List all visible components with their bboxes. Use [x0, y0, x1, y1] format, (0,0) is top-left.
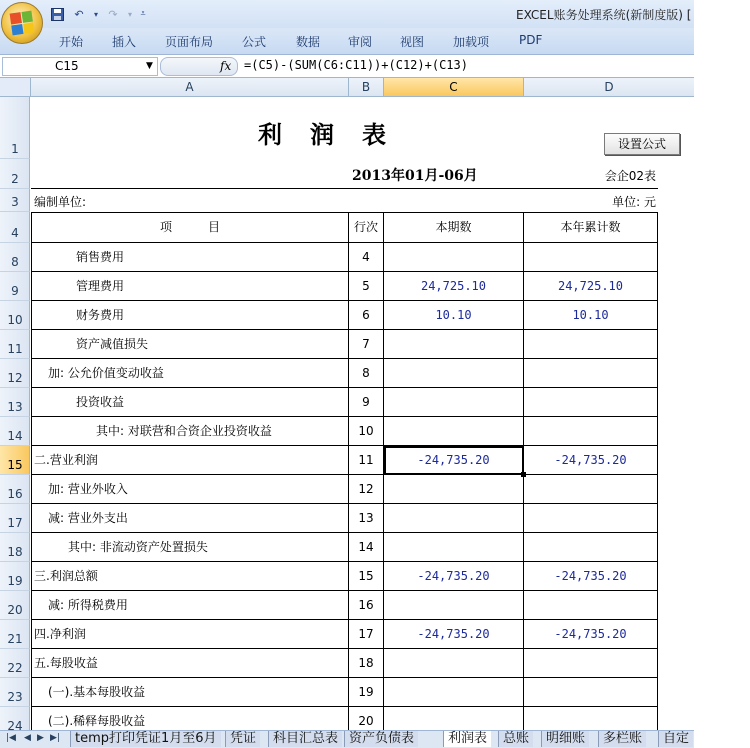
year-to-date-cell[interactable] — [524, 359, 658, 388]
dropdown-arrow-icon[interactable]: ▾ — [93, 9, 98, 19]
year-to-date-cell[interactable] — [524, 330, 658, 359]
line-no-cell[interactable] — [349, 272, 384, 301]
form-code: 会企02表 — [604, 169, 656, 183]
insert-function-area[interactable] — [160, 57, 238, 76]
blank-cell[interactable] — [31, 159, 349, 189]
cell-value: 12 — [358, 482, 374, 496]
sheet-tab[interactable]: 自定 — [658, 731, 693, 747]
cell-value: -24,735.20 — [554, 569, 627, 583]
year-to-date-cell[interactable] — [524, 591, 658, 620]
row-header[interactable]: 14 — [0, 417, 30, 446]
column-header-b[interactable]: B — [349, 78, 384, 97]
year-to-date-cell[interactable] — [524, 301, 658, 330]
item-cell[interactable] — [31, 620, 349, 649]
item-cell[interactable] — [31, 591, 349, 620]
row-header[interactable]: 13 — [0, 388, 30, 417]
compiler-label: 编制单位: — [34, 195, 87, 209]
item-cell[interactable] — [31, 562, 349, 591]
tab-formulas[interactable]: 公式 — [242, 35, 267, 49]
report-title-area — [31, 97, 651, 159]
column-header-d[interactable]: D — [524, 78, 694, 97]
cell-value: 三.利润总额 — [34, 569, 98, 583]
item-cell[interactable] — [31, 533, 349, 562]
line-no-cell[interactable] — [349, 562, 384, 591]
row-header[interactable]: 2 — [0, 159, 30, 189]
header-item: 项 目 — [31, 212, 349, 243]
cell-value: 15 — [358, 569, 374, 583]
line-no-cell[interactable] — [349, 359, 384, 388]
office-logo-icon — [10, 11, 35, 36]
cell-value: -24,735.20 — [554, 453, 627, 467]
row-header[interactable]: 16 — [0, 475, 30, 504]
period-cell[interactable] — [349, 159, 524, 189]
name-box[interactable] — [2, 57, 158, 76]
cell-value: 17 — [358, 627, 374, 641]
cell-value: 加: 公允价值变动收益 — [48, 366, 164, 380]
year-to-date-cell[interactable] — [524, 446, 658, 475]
cell-value: 减: 所得税费用 — [48, 598, 128, 612]
cell-value: 销售费用 — [76, 250, 125, 264]
current-period-cell[interactable] — [384, 707, 524, 730]
header-line-no: 行次 — [349, 212, 384, 243]
sheet-tab[interactable]: 凭证 — [225, 731, 260, 747]
row-header[interactable]: 3 — [0, 189, 30, 212]
column-header-c[interactable]: C — [384, 78, 524, 97]
cell-value: 管理费用 — [76, 279, 125, 293]
cell-value: (二).稀释每股收益 — [48, 714, 146, 728]
cell-value: 五.每股收益 — [34, 656, 98, 670]
unit-cell[interactable] — [524, 189, 658, 212]
compiler-cell[interactable] — [31, 189, 349, 212]
row-header[interactable]: 22 — [0, 649, 30, 678]
cell-value: 资产减值损失 — [76, 337, 149, 351]
year-to-date-cell[interactable] — [524, 417, 658, 446]
year-to-date-cell[interactable] — [524, 475, 658, 504]
line-no-cell[interactable] — [349, 678, 384, 707]
title-bar — [0, 0, 694, 28]
year-to-date-cell[interactable] — [524, 562, 658, 591]
cell-value: -24,735.20 — [417, 569, 490, 583]
line-no-cell[interactable] — [349, 301, 384, 330]
tab-review[interactable]: 审阅 — [348, 35, 373, 49]
item-cell[interactable] — [31, 504, 349, 533]
tab-data[interactable]: 数据 — [296, 35, 321, 49]
line-no-cell[interactable] — [349, 417, 384, 446]
year-to-date-cell[interactable] — [524, 678, 658, 707]
cell-value: -24,735.20 — [417, 453, 490, 467]
row-header[interactable]: 15 — [0, 446, 30, 475]
chevron-down-icon[interactable]: ▼ — [146, 61, 153, 71]
cell-value: 四.净利润 — [34, 627, 86, 641]
item-cell[interactable] — [31, 417, 349, 446]
current-period-cell[interactable] — [384, 649, 524, 678]
sheet-tab[interactable]: 资产负债表 — [344, 731, 418, 747]
row-header[interactable]: 20 — [0, 591, 30, 620]
set-formula-button[interactable]: 设置公式 — [604, 133, 680, 155]
year-to-date-cell[interactable] — [524, 649, 658, 678]
current-period-cell[interactable] — [384, 388, 524, 417]
row-header[interactable]: 1 — [0, 97, 30, 159]
year-to-date-cell[interactable] — [524, 504, 658, 533]
current-period-cell[interactable] — [384, 359, 524, 388]
row-header[interactable]: 21 — [0, 620, 30, 649]
item-cell[interactable] — [31, 243, 349, 272]
current-period-cell[interactable] — [384, 272, 524, 301]
cell-value: 11 — [358, 453, 374, 467]
year-to-date-cell[interactable] — [524, 620, 658, 649]
undo-icon[interactable]: ↶ — [74, 7, 84, 21]
header-current-period: 本期数 — [384, 212, 524, 243]
cell-value: 6 — [362, 308, 370, 322]
cell-value: 二.营业利润 — [34, 453, 98, 467]
item-cell[interactable] — [31, 330, 349, 359]
empty-area — [694, 0, 750, 747]
next-sheet-icon[interactable]: ▶ — [37, 733, 44, 743]
current-period-cell[interactable] — [384, 475, 524, 504]
cell-value: 10 — [358, 424, 374, 438]
current-period-cell[interactable] — [384, 562, 524, 591]
dropdown-arrow-icon[interactable]: ▾ — [127, 9, 132, 19]
current-period-cell[interactable] — [384, 678, 524, 707]
last-sheet-icon[interactable]: ▶| — [50, 733, 60, 743]
line-no-cell[interactable] — [349, 504, 384, 533]
cell-value: 24,725.10 — [420, 279, 487, 293]
cell-value: 18 — [358, 656, 374, 670]
item-cell[interactable] — [31, 707, 349, 730]
cell-value: 19 — [358, 685, 374, 699]
office-button[interactable] — [1, 2, 43, 44]
year-to-date-cell[interactable] — [524, 707, 658, 730]
year-to-date-cell[interactable] — [524, 272, 658, 301]
tab-home[interactable]: 开始 — [59, 35, 84, 49]
year-to-date-cell[interactable] — [524, 533, 658, 562]
line-no-cell[interactable] — [349, 446, 384, 475]
current-period-cell[interactable] — [384, 533, 524, 562]
cell-value: -24,735.20 — [417, 627, 490, 641]
row-header[interactable]: 11 — [0, 330, 30, 359]
quick-access-toolbar — [48, 5, 148, 23]
current-period-cell[interactable] — [384, 620, 524, 649]
cell-value: 9 — [362, 395, 370, 409]
select-all-corner[interactable] — [0, 78, 31, 97]
report-period: 2013年01月-06月 — [352, 168, 478, 184]
report-title: 利 润 表 — [258, 120, 388, 149]
item-cell[interactable] — [31, 301, 349, 330]
cell-value: 减: 营业外支出 — [48, 511, 128, 525]
item-cell[interactable] — [31, 678, 349, 707]
row-header[interactable]: 4 — [0, 212, 30, 243]
row-header[interactable]: 24 — [0, 707, 30, 730]
form-code-cell[interactable] — [524, 159, 658, 189]
tab-insert[interactable]: 插入 — [112, 35, 137, 49]
cell-value: 加: 营业外收入 — [48, 482, 128, 496]
row-header[interactable]: 9 — [0, 272, 30, 301]
cell-value: 20 — [358, 714, 374, 728]
row-header[interactable]: 10 — [0, 301, 30, 330]
line-no-cell[interactable] — [349, 330, 384, 359]
fill-handle[interactable] — [521, 472, 526, 477]
header-year-to-date: 本年累计数 — [524, 212, 658, 243]
current-period-cell[interactable] — [384, 591, 524, 620]
ribbon-tab-bar — [0, 28, 694, 55]
row-header[interactable]: 18 — [0, 533, 30, 562]
cell-value: 7 — [362, 337, 370, 351]
cell-value: 13 — [358, 511, 374, 525]
current-period-cell[interactable] — [384, 504, 524, 533]
item-cell[interactable] — [31, 359, 349, 388]
cell-value: 16 — [358, 598, 374, 612]
current-period-cell[interactable] — [384, 446, 524, 475]
tab-addins[interactable]: 加载项 — [453, 35, 490, 49]
save-icon[interactable] — [48, 6, 66, 22]
tab-view[interactable]: 视图 — [400, 35, 425, 49]
window-title: EXCEL账务处理系统(新制度版) [ — [516, 8, 692, 22]
prev-sheet-icon[interactable]: ◀ — [24, 733, 31, 743]
tab-pdf[interactable]: PDF — [519, 33, 543, 47]
line-no-cell[interactable] — [349, 649, 384, 678]
sheet-tab-bar — [0, 730, 694, 748]
sheet-tab[interactable]: temp打印凭证1月至6月 — [70, 731, 221, 747]
line-no-cell[interactable] — [349, 243, 384, 272]
first-sheet-icon[interactable]: |◀ — [6, 733, 16, 743]
year-to-date-cell[interactable] — [524, 243, 658, 272]
formula-bar — [0, 55, 694, 78]
formula-input[interactable]: =(C5)-(SUM(C6:C11))+(C12)+(C13) — [244, 58, 468, 72]
function-icon[interactable]: fx — [220, 59, 232, 73]
row-header[interactable]: 23 — [0, 678, 30, 707]
sheet-tab[interactable]: 总账 — [498, 731, 533, 747]
sheet-tab[interactable]: 科目汇总表 — [268, 731, 342, 747]
name-box-value: C15 — [55, 59, 79, 73]
customize-icon[interactable]: ⩡ — [140, 9, 146, 19]
row-header[interactable]: 8 — [0, 243, 30, 272]
cell-value: 财务费用 — [76, 308, 125, 322]
item-cell[interactable] — [31, 475, 349, 504]
item-cell[interactable] — [31, 272, 349, 301]
cell-value: 14 — [358, 540, 374, 554]
item-cell[interactable] — [31, 446, 349, 475]
sheet-tab[interactable]: 利润表 — [443, 731, 491, 747]
cell-value: 其中: 对联营和合资企业投资收益 — [96, 424, 272, 438]
cell-value: 8 — [362, 366, 370, 380]
line-no-cell[interactable] — [349, 533, 384, 562]
row-header[interactable]: 17 — [0, 504, 30, 533]
row-header[interactable]: 19 — [0, 562, 30, 591]
current-period-cell[interactable] — [384, 417, 524, 446]
cell-value: 其中: 非流动资产处置损失 — [68, 540, 208, 554]
sheet-tab[interactable]: 多栏账 — [598, 731, 646, 747]
item-cell[interactable] — [31, 388, 349, 417]
cell-value: 投资收益 — [76, 395, 125, 409]
cell-value: 10.10 — [572, 308, 609, 322]
spreadsheet-grid[interactable] — [0, 78, 694, 730]
redo-icon[interactable]: ↷ — [108, 7, 118, 21]
line-no-cell[interactable] — [349, 591, 384, 620]
tab-page-layout[interactable]: 页面布局 — [165, 35, 214, 49]
line-no-cell[interactable] — [349, 388, 384, 417]
cell-value: -24,735.20 — [554, 627, 627, 641]
cell-value: 24,725.10 — [557, 279, 624, 293]
sheet-tab[interactable]: 明细账 — [541, 731, 589, 747]
cell-value: 10.10 — [435, 308, 472, 322]
column-header-a[interactable]: A — [31, 78, 349, 97]
current-period-cell[interactable] — [384, 330, 524, 359]
line-no-cell[interactable] — [349, 475, 384, 504]
unit-label: 单位: 元 — [612, 195, 656, 209]
line-no-cell[interactable] — [349, 707, 384, 730]
row-header[interactable]: 12 — [0, 359, 30, 388]
cell-value: 5 — [362, 279, 370, 293]
item-cell[interactable] — [31, 649, 349, 678]
cell-value: 4 — [362, 250, 370, 264]
current-period-cell[interactable] — [384, 243, 524, 272]
cell-value: (一).基本每股收益 — [48, 685, 146, 699]
current-period-cell[interactable] — [384, 301, 524, 330]
year-to-date-cell[interactable] — [524, 388, 658, 417]
line-no-cell[interactable] — [349, 620, 384, 649]
